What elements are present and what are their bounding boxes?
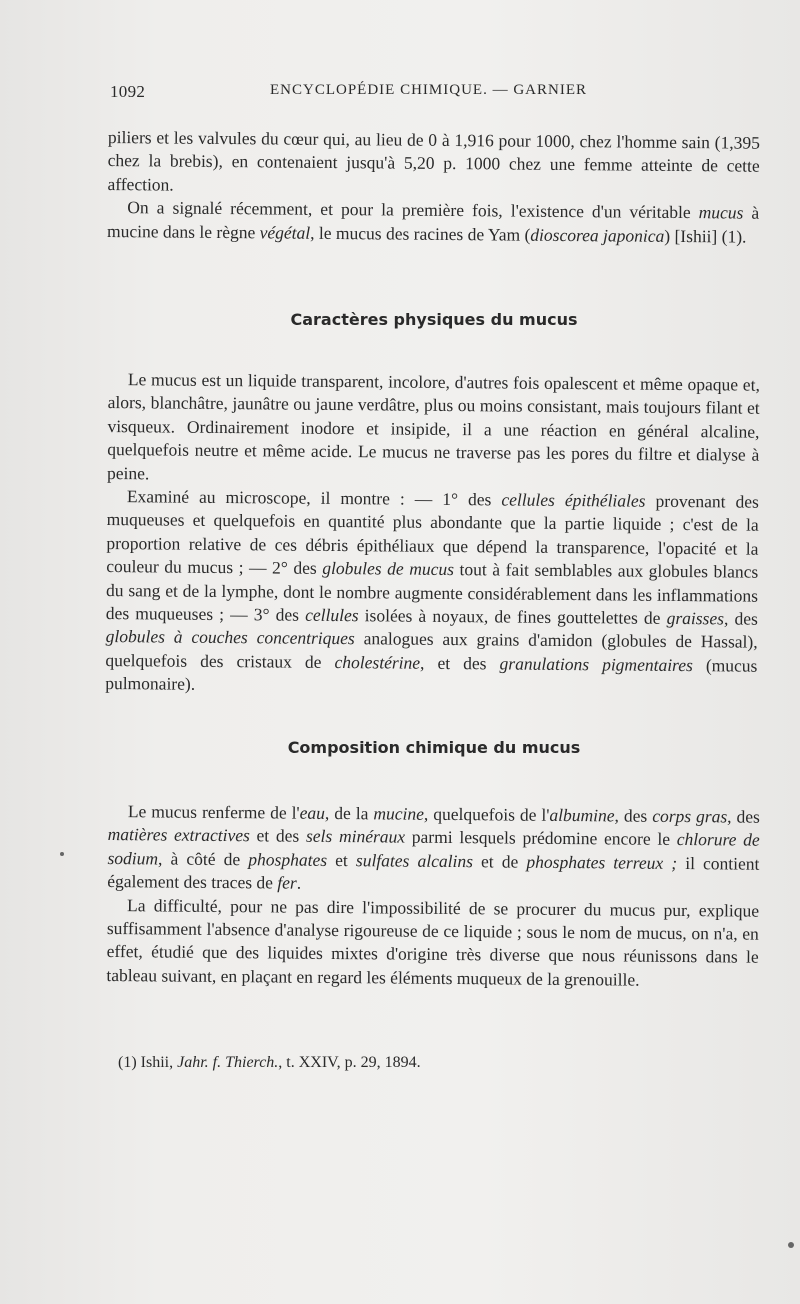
footnote: (1) Ishii, Jahr. f. Thierch., t. XXIV, p. 29, 1894.	[118, 1054, 421, 1071]
running-title: ENCYCLOPÉDIE CHIMIQUE. — GARNIER	[270, 82, 587, 98]
paragraph: Le mucus est un liquide transparent, incolore, d'autres fois opalescent et même opaque et, alors, blanchâtre, jaunâtre ou jaune verdâtre, plus ou moins consistant, mais toujours filant et visqueux. Ordinairement inodore et insipide, il a une réaction en général alcaline, quelquefois neutre et même acide. Le mucus ne traverse pas les pores du filtre et dialyse à peine.	[106, 369, 760, 483]
section-heading-physical: Caractères physiques du mucus	[290, 310, 578, 329]
page-number: 1092	[110, 82, 146, 101]
paragraph: Examiné au microscope, il montre : — 1° des cellules épithéliales provenant des muqueuses et quelquefois en quantité plus abondante que la partie liquide ; c'est de la proportion relative de ces débris épithéliaux que dépend la transparence, l'opacité et la couleur du mucus ; — 2° des globules de mucus tout à fait semblables aux globules blancs du sang et de la lymphe, dont le nombre augmente considérablement dans les inflammations des muqueuses ; — 3° des cellules isolées à noyaux, de fines gouttelettes de graisses, des globules à couches concentriques analogues aux grains d'amidon (globules de Hassal), quelquefois des cristaux de cholestérine, et des granulations pigmentaires (mucus pulmonaire).	[105, 486, 759, 695]
paragraph: piliers et les valvules du cœur qui, au lieu de 0 à 1,916 pour 1000, chez l'homme sain (1,395 chez la brebis), en contenaient jusqu'à 5,20 p. 1000 chez une femme atteinte de cette affection.	[107, 126, 760, 195]
intro-block	[107, 126, 760, 249]
margin-mark	[788, 1242, 794, 1248]
paragraph: La difficulté, pour ne pas dire l'impossibilité de se procurer du mucus pur, explique suffisamment l'absence d'analyse rigoureuse de ce liquide ; sous le nom de mucus, on n'a, en effet, étudié que des liquides mixtes d'origine très diverse que nous réunissons dans le tableau suivant, en plaçant en regard les éléments muqueux de la grenouille.	[106, 894, 760, 990]
paragraph: On a signalé récemment, et pour la première fois, l'existence d'un véritable mucus à mucine dans le règne végétal, le mucus des racines de Yam (dioscorea japonica) [Ishii] (1).	[106, 197, 760, 247]
paragraph: Le mucus renferme de l'eau, de la mucine, quelquefois de l'albumine, des corps gras, des matières extractives et des sels minéraux parmi lesquels prédomine encore le chlorure de sodium, à côté de phosphates et sulfates alcalins et de phosphates terreux ; il contient également des traces de fer.	[107, 801, 761, 893]
margin-mark	[60, 852, 64, 856]
section-heading-chemical: Composition chimique du mucus	[287, 738, 581, 757]
physical-block	[105, 368, 760, 701]
chemical-block	[106, 800, 760, 993]
